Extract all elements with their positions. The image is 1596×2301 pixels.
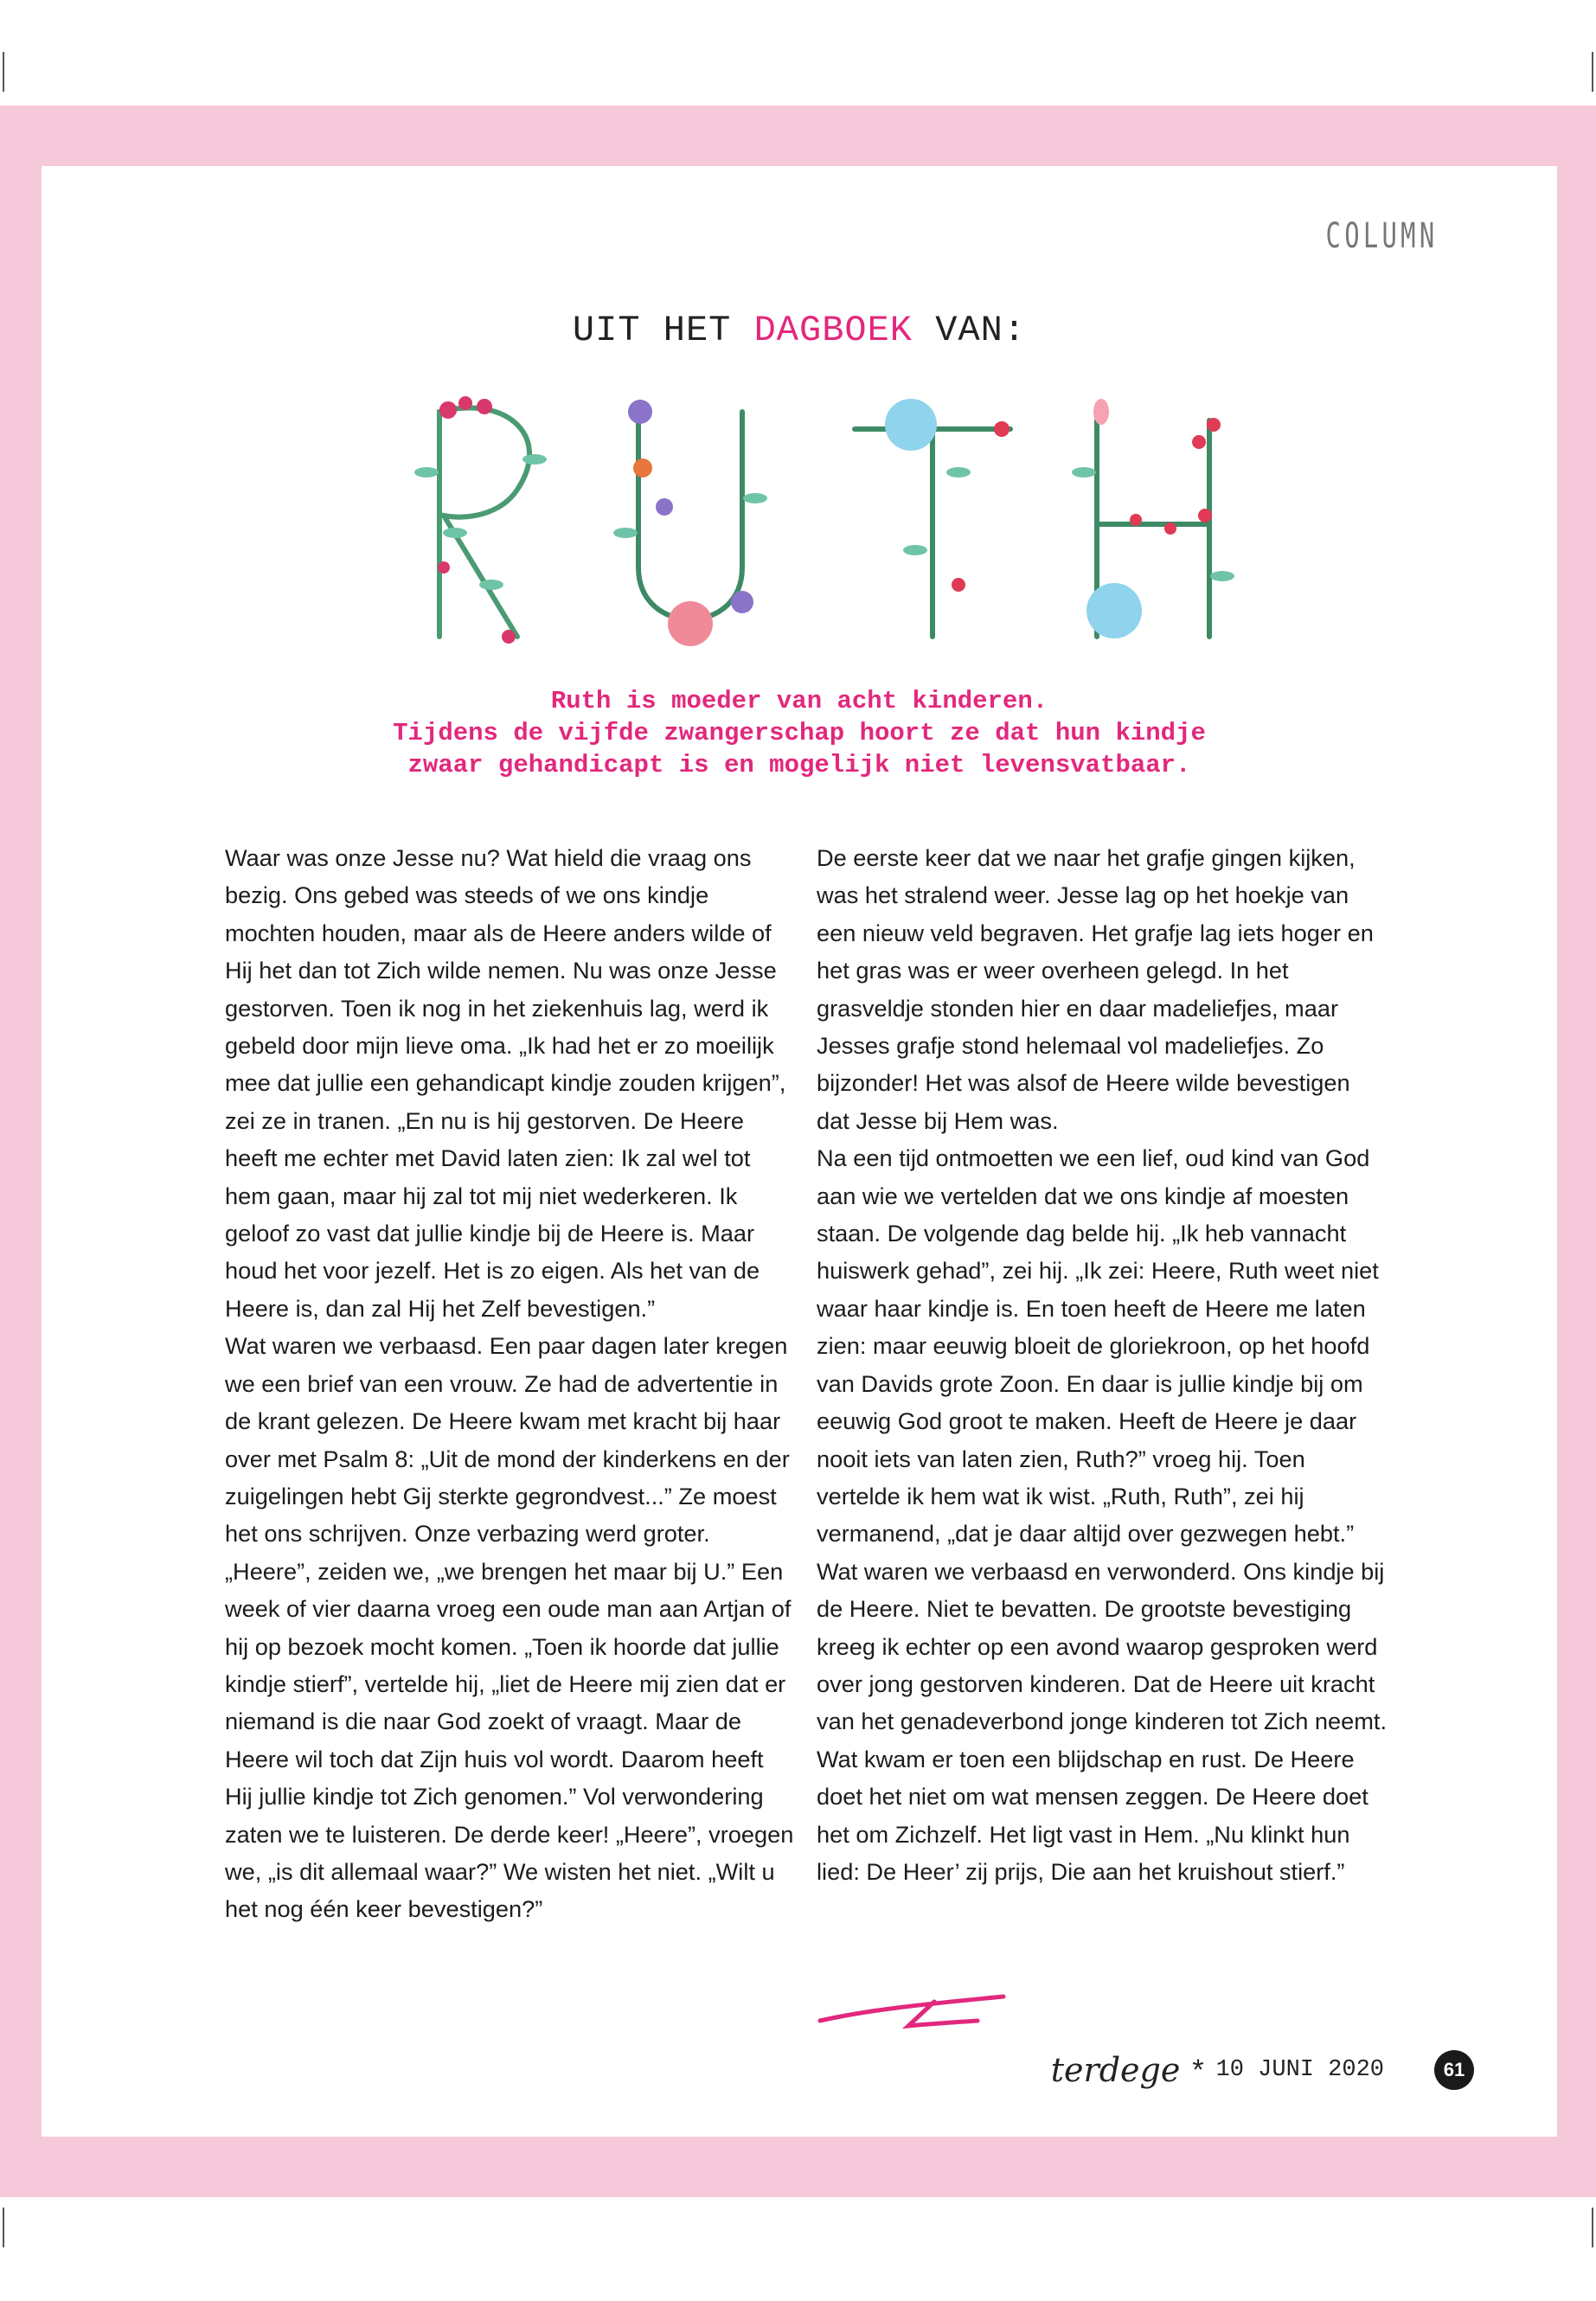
headline-prefix: UIT HET bbox=[572, 310, 732, 351]
page-footer bbox=[1051, 2050, 1474, 2090]
star-separator: * bbox=[1192, 2053, 1204, 2086]
headline-highlight: DAGBOEK bbox=[753, 310, 913, 351]
magazine-page bbox=[42, 166, 1557, 2137]
paragraph: Wat waren we verbaasd. Een paar dagen later kregen we een brief van een vrouw. Ze had de advertentie in de krant gelezen. De Heere kwam met kracht bij haar over met Psalm 8: „Uit de mond der kinderkens en der zuigelingen hebt Gij sterkte gegrondvest...” Ze moest het ons schrijven. Onze verbazing werd groter. „Heere”, zeiden we, „we brengen het maar bij U.” Een week of vier daarna vroeg een oude man aan Artjan of hij op bezoek mocht komen. „Toen ik hoorde dat jullie kindje stierf”, vertelde hij, „liet de Heere mij zien dat er niemand is die naar God zoekt of vraagt. Maar de Heere wil toch dat Zijn huis vol wordt. Daarom heeft Hij jullie kindje tot Zich genomen.” Vol verwondering zaten we te luisteren. De derde keer! „Heere”, vroegen we, „is dit allemaal waar?” We wisten het niet. „Wilt u het nog één keer bevestigen?” bbox=[225, 1332, 794, 1923]
paragraph: De eerste keer dat we naar het grafje gingen kijken, was het stralend weer. Jesse lag op het hoekje van een nieuw veld begraven. Het grafje lag iets hoger en het gras was er weer overheen gelegd. In het grasveldje stonden hier en daar madeliefjes, maar Jesses grafje stond helemaal vol madeliefjes. Zo bijzonder! Het was alsof de Heere wilde bevestigen dat Jesse bij Hem was. bbox=[817, 844, 1374, 1134]
page-number-badge: 61 bbox=[1434, 2050, 1474, 2090]
floral-letter-h bbox=[1072, 399, 1234, 638]
article-column-right bbox=[817, 839, 1388, 1890]
crop-mark-top-left bbox=[3, 52, 4, 92]
crop-mark-bottom-right bbox=[1592, 2208, 1593, 2247]
section-label: COLUMN bbox=[1325, 216, 1438, 256]
intro-line: Ruth is moeder van acht kinderen. bbox=[550, 687, 1048, 715]
intro-line: zwaar gehandicapt is en mogelijk niet levensvatbaar. bbox=[407, 751, 1191, 779]
floral-title-ruth bbox=[405, 377, 1257, 654]
paragraph: Na een tijd ontmoetten we een lief, oud kind van God aan wie we vertelden dat we ons kindje af moesten staan. De volgende dag belde hij. „Ik heb vannacht huiswerk gehad”, zei hij. „Ik zei: Heere, Ruth weet niet waar haar kindje is. En toen heeft de Heere me laten zien: maar eeuwig bloeit de gloriekroon, op het hoofd van Davids grote Zoon. En daar is jullie kindje bij om eeuwig God groot te maken. Heeft de Heere je daar nooit iets van laten zien, Ruth?” vroeg hij. Toen vertelde ik hem wat ik wist. „Ruth, Ruth”, zei hij vermanend, „dat je daar altijd over gezwegen hebt.” Wat waren we verbaasd en verwonderd. Ons kindje bij de Heere. Niet te bevatten. De grootste bevestiging kreeg ik echter op een avond waarop gesproken werd over jong gestorven kinderen. Dat de Heere uit kracht van het genadeverbond jonge kinderen tot Zich neemt. Wat kwam er toen een blijdschap en rust. De Heere doet het niet om wat mensen zeggen. De Heere doet het om Zichzelf. Het ligt vast in Hem. „Nu klinkt hun lied: De Heer’ zij prijs, Die aan het kruishout stierf.” bbox=[817, 1144, 1387, 1885]
article-column-left bbox=[225, 839, 796, 1928]
floral-letter-u bbox=[613, 400, 767, 646]
floral-letter-t bbox=[855, 399, 1010, 637]
signature-scribble bbox=[813, 1983, 1012, 2035]
crop-mark-top-right bbox=[1592, 52, 1593, 92]
intro-line: Tijdens de vijfde zwangerschap hoort ze dat hun kindje bbox=[393, 719, 1206, 747]
headline-suffix: VAN: bbox=[935, 310, 1027, 351]
floral-letter-r bbox=[414, 396, 547, 644]
headline bbox=[42, 310, 1557, 351]
magazine-logo: terdege bbox=[1050, 2051, 1181, 2089]
crop-mark-bottom-left bbox=[3, 2208, 4, 2247]
paragraph: Waar was onze Jesse nu? Wat hield die vraag ons bezig. Ons gebed was steeds of we ons kindje mochten houden, maar als de Heere anders wilde of Hij het dan tot Zich wilde nemen. Nu was onze Jesse gestorven. Toen ik nog in het ziekenhuis lag, werd ik gebeld door mijn lieve oma. „Ik had het er zo moeilijk mee dat jullie een gehandicapt kindje zouden krijgen”, zei ze in tranen. „En nu is hij gestorven. De Heere heeft me echter met David laten zien: Ik zal wel tot hem gaan, maar hij zal tot mij niet wederkeren. Ik geloof zo vast dat jullie kindje bij de Heere is. Maar houd het voor jezelf. Het is zo eigen. Als het van de Heere is, dan zal Hij het Zelf bevestigen.” bbox=[225, 844, 786, 1322]
intro-text bbox=[42, 685, 1557, 781]
issue-date: 10 JUNI 2020 bbox=[1215, 2057, 1384, 2083]
